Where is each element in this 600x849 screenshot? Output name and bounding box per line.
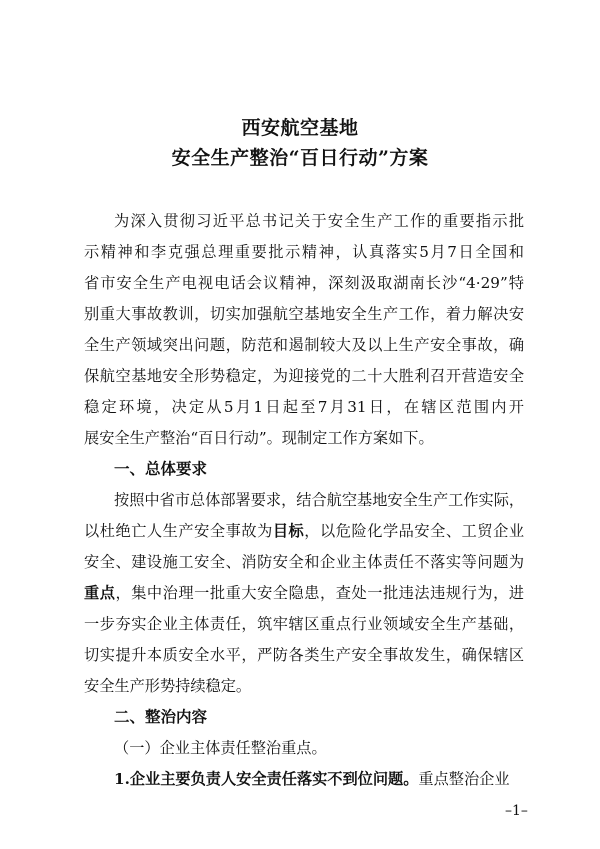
intro-line-7: 稳定环境，决定从5月1日起至7月31日，在辖区范围内开 bbox=[84, 398, 524, 416]
intro-line-1: 为深入贯彻习近平总书记关于安全生产工作的重要指示批 bbox=[114, 212, 524, 230]
section1-line-7: 安全生产形势持续稳定。 bbox=[84, 677, 252, 695]
section1-heading: 一、总体要求 bbox=[114, 460, 208, 478]
section2-sub1: （一）企业主体责任整治重点。 bbox=[114, 739, 327, 757]
intro-line-2: 示精神和李克强总理重要批示精神，认真落实5月7日全国和 bbox=[84, 243, 524, 261]
item1-text: 重点整治企业 bbox=[418, 770, 510, 788]
section1-line-2a: 以杜绝亡人生产安全事故为 bbox=[84, 522, 273, 540]
item1-title: 1.企业主要负责人安全责任落实不到位问题。 bbox=[114, 770, 419, 788]
document-title-line2: 安全生产整治“百日行动”方案 bbox=[171, 147, 429, 169]
intro-line-3: 省市安全生产电视电话会议精神，深刻汲取湖南长沙“4·29”特 bbox=[84, 274, 524, 292]
section1-line-4 bbox=[84, 583, 524, 603]
intro-line-4: 别重大事故教训，切实加强航空基地安全生产工作，着力解决安 bbox=[84, 305, 524, 323]
section2-item1-line bbox=[114, 769, 524, 789]
goal-emphasis: 目标 bbox=[272, 522, 305, 540]
section1-line-1: 按照中省市总体部署要求，结合航空基地安全生产工作实际， bbox=[114, 491, 525, 509]
intro-line-6: 保航空基地安全形势稳定，为迎接党的二十大胜利召开营造安全 bbox=[84, 367, 524, 385]
intro-line-8: 展安全生产整治“百日行动”。现制定工作方案如下。 bbox=[84, 429, 434, 447]
section1-line-2 bbox=[84, 521, 524, 541]
section1-line-5: 一步夯实企业主体责任，筑牢辖区重点行业领域安全生产基础， bbox=[84, 615, 524, 633]
section2-heading: 二、整治内容 bbox=[114, 708, 208, 726]
focus-emphasis: 重点 bbox=[84, 584, 116, 602]
section1-line-6: 切实提升本质安全水平，严防各类生产安全事故发生，确保辖区 bbox=[84, 646, 524, 664]
page-number: –1– bbox=[505, 803, 528, 819]
section1-line-4b: ，集中治理一批重大安全隐患，查处一批违法违规行为，进 bbox=[115, 584, 525, 602]
section1-line-3: 安全、建设施工安全、消防安全和企业主体责任不落实等问题为 bbox=[84, 553, 524, 571]
document-title-line1: 西安航空基地 bbox=[241, 117, 359, 139]
section1-line-2b: ，以危险化学品安全、工贸企业 bbox=[304, 522, 525, 540]
intro-line-5: 全生产领域突出问题，防范和遏制较大及以上生产安全事故，确 bbox=[84, 336, 524, 354]
